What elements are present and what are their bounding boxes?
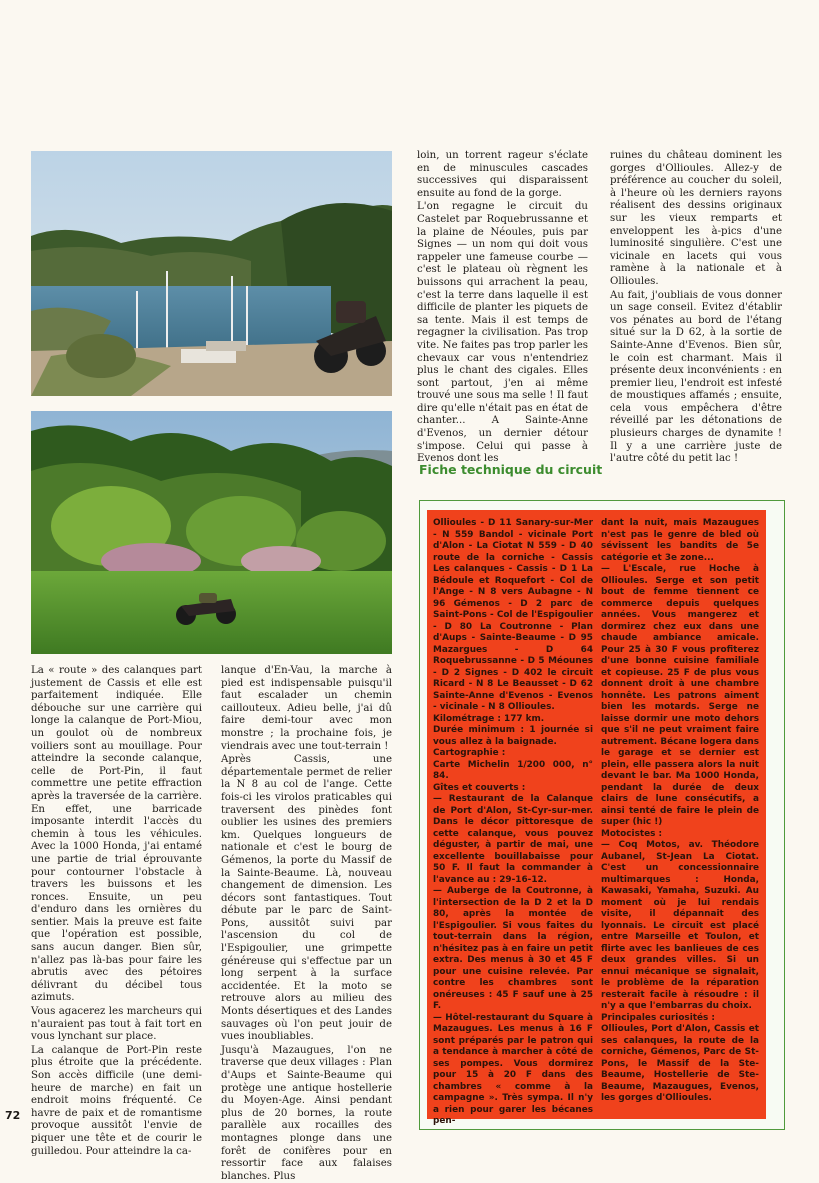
fiche-line: Motocistes : bbox=[601, 828, 663, 839]
fiche-title: Fiche technique du circuit bbox=[419, 462, 603, 477]
fiche-line: — Hôtel-restaurant du Square à Mazaugues. Les menus à 16 F sont préparés par le patron qui a tendance à marcher à côté de ses pompes. Vous dormirez pour 15 à 20 F dans des chambres « comme à la campagne ». Très sympa. Il n'y a rien pour garer les bécanes pen- bbox=[433, 1012, 593, 1126]
fiche-line: Ollioules, Port d'Alon, Cassis et ses calanques, la route de la corniche, Gémenos, Parc de St-Pons, le Massif de la Ste-Beaume, Hostellerie de Ste-Beaume, Mazaugues, Evenos, les gorges d'Ollioules. bbox=[601, 1024, 759, 1103]
fiche-line: Ollioules - D 11 Sanary-sur-Mer - N 559 Bandol - vicinale Port d'Alon - La Ciotat N 559 - D 40 route de la corniche - Cassis Les calanques - Cassis - D 1 La Bédoule et Roquefort - Col de l'Ange - N 8 vers Aubagne - N 96 Gémenos - D 2 parc de Saint-Pons - Col de l'Espigoulier - D 80 La Coutronne - Plan d'Aups - Sainte-Beaume - D 95 Mazargues - D 64 Roquebrussanne - D 5 Méounes - D 2 Signes - D 402 le circuit Ricard - N 8 Le Beausset - D 62 Sainte-Anne d'Evenos - Evenos - vicinale - N 8 Ollioules. bbox=[433, 518, 593, 712]
photo-calanque-harbour bbox=[31, 151, 392, 396]
fiche-line: Principales curiosités : bbox=[601, 1012, 715, 1023]
paragraph: La « route » des calanques part justement de Cassis et elle est parfaitement indiquée. Elle débouche sur une carrière qui longe la calanque de Port-Miou, un goulot où de nombreux voiliers sont au mouillage. Pour atteindre la seconde calanque, celle de Port-Pin, il faut commettre une petite effraction après la traversée de la carrière. En effet, une barricade imposante interdit l'accès du chemin à tous les véhicules. Avec la 1000 Honda, j'ai entamé une partie de trial éprouvante pour contourner l'obstacle à travers les buissons et les ronces. Ensuite, un peu d'enduro dans les ornières du sentier. Mais la preuve est faite que l'opération est possible, sans aucun danger. Bien sûr, n'allez pas là-bas pour faire les abrutis avec des pétoires délivrant du décibel tous azimuts. bbox=[31, 665, 202, 1004]
paragraph: L'on regagne le circuit du Castelet par Roquebrussanne et la plaine de Néoules, puis par Signes — un nom qui doit vous rappeler une fameuse courbe — c'est le plateau où règnent les buissons qui arrachent la peau, c'est la terre dans laquelle il est difficile de planter les piquets de sa tente. Mais il est temps de regagner la civilisation. Pas trop vite. Ne faites pas trop parler les chevaux car vous n'entendriez plus le chant des cigales. Elles sont partout, j'en ai même trouvé une sous ma selle ! Il faut dire qu'elle n'était pas en état de chanter... A Sainte-Anne d'Evenos, un dernier détour s'impose. Celui qui passe à Evenos dont les bbox=[417, 201, 588, 465]
paragraph: loin, un torrent rageur s'éclate en de minuscules cascades successives qui disparaissent ensuite au fond de la gorge. bbox=[417, 150, 588, 199]
fiche-column-left bbox=[433, 518, 593, 1126]
fiche-line: Cartographie : bbox=[433, 748, 506, 758]
page-number: 72 bbox=[5, 1109, 21, 1122]
paragraph: Jusqu'à Mazaugues, l'on ne traverse que deux villages : Plan d'Aups et Sainte-Beaume qui protège une antique hostellerie du Moyen-Age. Ainsi pendant plus de 20 bornes, la route parallèle aux rocailles des montagnes plonge dans une forêt de conifères pour en ressortir face aux falaises blanches. Plus bbox=[221, 1044, 392, 1182]
fiche-line: Carte Michelin 1/200 000, n° 84. bbox=[433, 759, 593, 781]
paragraph: ruines du château dominent les gorges d'Ollioules. Allez-y de préférence au coucher du soleil, à l'heure où les derniers rayons réalisent des dessins originaux sur les vieux remparts et enveloppent les à-pics d'une luminosité singulière. C'est une vicinale en lacets qui vous ramène à la nationale et à Ollioules. bbox=[610, 150, 782, 287]
fiche-line: Kilométrage : 177 km. bbox=[433, 713, 545, 724]
paragraph: Au fait, j'oubliais de vous donner un sage conseil. Evitez d'établir vos pénates au bord de l'étang situé sur la D 62, à la sortie de Sainte-Anne d'Evenos. Bien sûr, le coin est charmant. Mais il présente deux inconvénients : en premier lieu, l'endroit est infesté de moustiques affamés ; ensuite, cela vous empêchera d'être réveillé par les détonations de plusieurs charges de dynamite ! Il y a une carrière juste de l'autre côté du petit lac ! bbox=[610, 289, 782, 465]
photo-meadow-motorcycle bbox=[31, 411, 392, 654]
fiche-line: — Coq Motos, av. Théodore Aubanel, St-Jean La Ciotat. C'est un concessionnaire multimarques : Honda, Kawasaki, Yamaha, Suzuki. Au moment où je lui rendais visite, il dépannait des lyonnais. Le circuit est placé entre Marseille et Toulon, et flirte avec les banlieues de ces deux grandes villes. Si un ennui mécanique se signalait, le problème de la réparation resterait facile à résoudre : il n'y a que l'embarras du choix. bbox=[601, 840, 759, 1011]
article-column-top-middle bbox=[417, 150, 588, 465]
article-column-top-right bbox=[610, 150, 782, 465]
fiche-column-right bbox=[601, 518, 759, 1114]
paragraph: Vous agacerez les marcheurs qui n'auraient pas tout à fait tort en vous lynchant sur place. bbox=[31, 1006, 202, 1043]
paragraph: La calanque de Port-Pin reste plus étroite que la précédente. Son accès difficile (une demi-heure de marche) en fait un endroit moins fréquenté. Ce havre de paix et de romantisme provoque aussitôt l'envie de piquer une tête et de courir le guilledou. Pour atteindre la ca- bbox=[31, 1044, 202, 1157]
fiche-line: — L'Escale, rue Hoche à Ollioules. Serge et son petit bout de femme tiennent ce commerce depuis quelques années. Vous mangerez et dormirez chez eux dans une chaude ambiance amicale. Pour 25 à 30 F vous profiterez d'une bonne cuisine familiale et copieuse. 25 F de plus vous donnent droit à une chambre honnête. Les patrons aiment bien les motards. Serge ne laisse dormir une moto dehors que s'il ne peut vraiment faire autrement. Bécane logera dans le garage et se dernier est plein, elle passera alors la nuit devant le bar. Ma 1000 Honda, pendant la durée de deux clairs de lune consécutifs, a ainsi tenté de faire le plein de super (hic !) bbox=[601, 564, 759, 827]
article-column-bottom-left bbox=[31, 665, 202, 1157]
fiche-line: — Restaurant de la Calanque de Port d'Alon, St-Cyr-sur-mer. Dans le décor pittoresque de cette calanque, vous pouvez déguster, à partir de mai, une excellente bouillabaisse pour 50 F. Il faut la commander à l'avance au : 29-16-12. bbox=[433, 794, 593, 885]
fiche-line: — Auberge de la Coutronne, à l'intersection de la D 2 et la D 80, après la montée de l'Espigoulier. Si vous faites du tout-terrain dans la région, n'hésitez pas à en faire un petit extra. Des menus à 30 et 45 F pour une cuisine relevée. Par contre les chambres sont onéreuses : 45 F sauf une à 25 F. bbox=[433, 886, 593, 1011]
article-column-bottom-middle bbox=[221, 665, 392, 1182]
paragraph: lanque d'En-Vau, la marche à pied est indispensable puisqu'il faut escalader un chemin caillouteux. Adieu belle, j'ai dû faire demi-tour avec mon monstre ; la prochaine fois, je viendrais avec une tout-terrain ! bbox=[221, 665, 392, 752]
fiche-line: dant la nuit, mais Mazaugues n'est pas le genre de bled où sévissent les bandits de 5e catégorie et 3e zone... bbox=[601, 518, 759, 563]
fiche-line: Durée minimum : 1 journée si vous allez à la baignade. bbox=[433, 725, 593, 747]
paragraph: Après Cassis, une départementale permet de relier la N 8 au col de l'ange. Cette fois-ci les virolos praticables qui traversent des pinèdes font oublier les usines des premiers km. Quelques longueurs de nationale et c'est le bourg de Gémenos, la porte du Massif de la Sainte-Beaume. Là, nouveau changement de dimension. Les décors sont fantastiques. Tout débute par le parc de Saint-Pons, aussitôt suivi par l'ascension du col de l'Espigoulier, une grimpette généreuse qui s'effectue par un long serpent à la surface accidentée. Et la moto se retrouve alors au milieu des Monts désertiques et des Landes sauvages où l'on peut jouir de vues inoubliables. bbox=[221, 754, 392, 1043]
fiche-line: Gîtes et couverts : bbox=[433, 782, 526, 793]
